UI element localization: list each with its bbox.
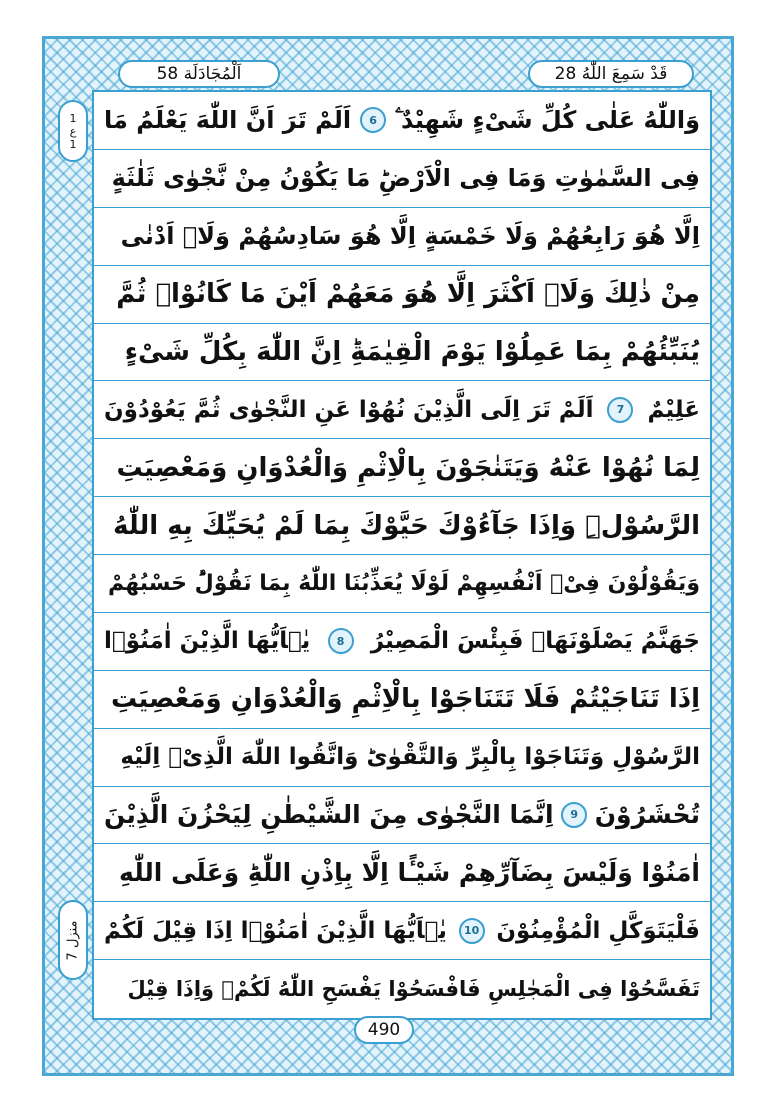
text-line xyxy=(94,902,710,960)
verse-text: اَلَمْ تَرَ اَنَّ اللّٰهَ یَعْلَمُ مَا xyxy=(104,106,352,135)
verse-text: تُحْشَرُوْنَ xyxy=(594,800,700,830)
verse-text: مِنْ ذٰلِكَ وَلَاۤ اَكْثَرَ اِلَّا هُوَ مَعَهُمْ اَیْنَ مَا كَانُوْاۚ ثُمَّ xyxy=(116,279,700,310)
verse-text: فَلْیَتَوَكَّلِ الْمُؤْمِنُوْنَ xyxy=(496,917,700,944)
ruku-top: 1 xyxy=(69,111,77,125)
text-line xyxy=(94,150,710,208)
verse-text: وَیَقُوْلُوْنَ فِیْۤ اَنْفُسِهِمْ لَوْلَا یُعَذِّبُنَا اللّٰهُ بِمَا نَقُوْلُؕ حَسْبُهُمْ xyxy=(107,570,700,596)
verse-text: یُنَبِّئُهُمْ بِمَا عَمِلُوْا یَوْمَ الْقِیٰمَةِؕ اِنَّ اللّٰهَ بِكُلِّ شَیْءٍ xyxy=(124,336,700,367)
ayah-number-marker: 10 xyxy=(459,918,485,944)
verse-text: الرَّسُوْلِ وَتَنَاجَوْا بِالْبِرِّ وَالتَّقْوٰىؕ وَاتَّقُوا اللّٰهَ الَّذِیْۤ اِلَیْهِ xyxy=(120,744,700,771)
text-line xyxy=(94,787,710,845)
text-line xyxy=(94,844,710,902)
text-line xyxy=(94,324,710,382)
ayah-number-marker: 9 xyxy=(561,802,587,828)
text-line xyxy=(94,92,710,150)
verse-text: لِمَا نُهُوْا عَنْهُ وَیَتَنٰجَوْنَ بِالْاِثْمِ وَالْعُدْوَانِ وَمَعْصِیَتِ xyxy=(116,452,700,483)
ruku-marker xyxy=(58,100,88,162)
text-line xyxy=(94,439,710,497)
ayah-number-marker: 8 xyxy=(328,628,354,654)
verse-text: اِلَّا هُوَ رَابِعُهُمْ وَلَا خَمْسَةٍ اِلَّا هُوَ سَادِسُهُمْ وَلَاۤ اَدْنٰى xyxy=(120,222,700,251)
verse-text: جَهَنَّمُ یَصْلَوْنَهَاۚ فَبِئْسَ الْمَصِیْرُ xyxy=(370,628,700,655)
text-line xyxy=(94,671,710,729)
text-line xyxy=(94,497,710,555)
text-line xyxy=(94,613,710,671)
surah-title-text: اَلْمُجَادَلَة 58 xyxy=(156,64,242,84)
text-line xyxy=(94,266,710,324)
surah-title xyxy=(118,60,280,88)
text-line xyxy=(94,555,710,613)
juz-title xyxy=(528,60,694,88)
manzil-text: منزل 7 xyxy=(65,920,81,960)
quran-text xyxy=(94,92,710,1018)
verse-text: فِی السَّمٰوٰتِ وَمَا فِی الْاَرْضِؕ مَا یَكُوْنُ مِنْ نَّجْوٰى ثَلٰثَةٍ xyxy=(111,164,700,193)
page-number xyxy=(354,1016,414,1044)
verse-text: اِذَا تَنَاجَیْتُمْ فَلَا تَتَنَاجَوْا بِالْاِثْمِ وَالْعُدْوَانِ وَمَعْصِیَتِ xyxy=(111,684,700,715)
verse-text: وَاللّٰهُ عَلٰى كُلِّ شَیْءٍ شَهِیْدٌ ۧ xyxy=(394,106,700,135)
text-line xyxy=(94,960,710,1018)
verse-text: عَلِیْمٌ xyxy=(647,396,700,423)
verse-text: یٰۤاَیُّهَا الَّذِیْنَ اٰمَنُوْۤا xyxy=(104,628,311,655)
verse-text: اٰمَنُوْا وَلَیْسَ بِضَآرِّهِمْ شَیْـًٔا اِلَّا بِاِذْنِ اللّٰهِؕ وَعَلَى اللّٰهِ xyxy=(119,858,700,888)
verse-text: تَفَسَّحُوْا فِی الْمَجٰلِسِ فَافْسَحُوْا یَفْسَحِ اللّٰهُ لَكُمْۚ وَاِذَا قِیْلَ xyxy=(127,977,700,1002)
verse-text: یٰۤاَیُّهَا الَّذِیْنَ اٰمَنُوْۤا اِذَا قِیْلَ لَكُمْ xyxy=(104,917,447,944)
text-line xyxy=(94,729,710,787)
verse-text: اِنَّمَا النَّجْوٰى مِنَ الشَّیْطٰنِ لِیَحْزُنَ الَّذِیْنَ xyxy=(104,800,554,830)
juz-title-text: قَدْ سَمِعَ اللّٰهُ 28 xyxy=(554,64,668,84)
page-number-text: 490 xyxy=(367,1020,401,1040)
verse-text: الرَّسُوْلِ٘ وَاِذَا جَآءُوْكَ حَیَّوْكَ بِمَا لَمْ یُحَیِّكَ بِهِ اللّٰهُ xyxy=(113,510,700,541)
verse-text: اَلَمْ تَرَ اِلَى الَّذِیْنَ نُهُوْا عَنِ النَّجْوٰى ثُمَّ یَعُوْدُوْنَ xyxy=(104,396,594,423)
ayah-number-marker: 7 xyxy=(607,397,633,423)
text-line xyxy=(94,381,710,439)
text-line xyxy=(94,208,710,266)
ruku-bottom: 1 xyxy=(69,137,77,151)
ayah-number-marker: 6 xyxy=(360,107,386,133)
ruku-middle: ع xyxy=(69,124,77,138)
manzil-marker xyxy=(58,900,88,980)
